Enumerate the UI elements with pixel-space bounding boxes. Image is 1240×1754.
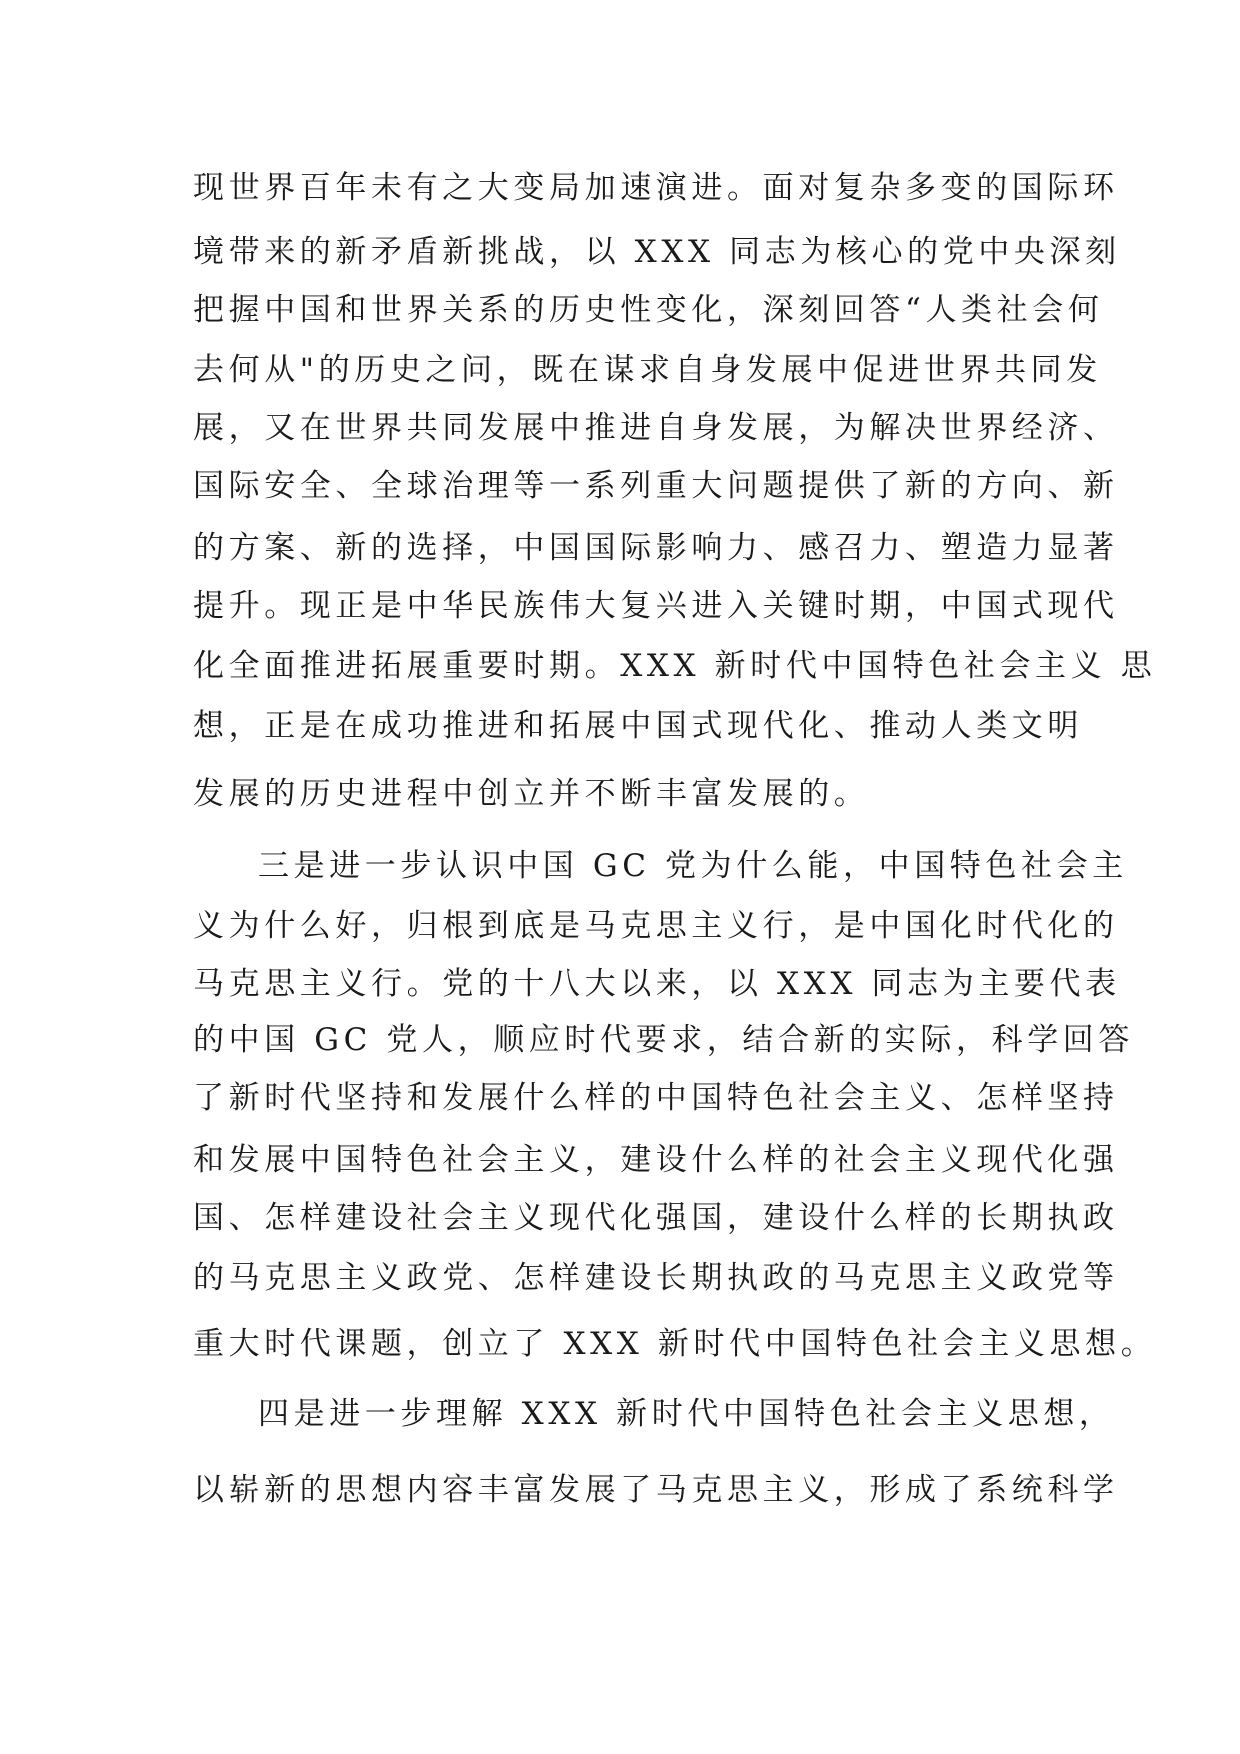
text-line-20: 重大时代课题，创立了 XXX 新时代中国特色社会主义思想。 xyxy=(193,1326,1157,1362)
text-line-8: 提升。现正是中华民族伟大复兴进入关键时期，中国式现代 xyxy=(193,588,1119,624)
text-line-7: 的方案、新的选择，中国国际影响力、感召力、塑造力显著 xyxy=(193,530,1119,566)
text-line-4: 去何从"的历史之问，既在谋求自身发展中促进世界共同发 xyxy=(193,352,1102,388)
text-line-5: 展，又在世界共同发展中推进自身发展，为解决世界经济、 xyxy=(193,410,1119,446)
text-line-10: 想，正是在成功推进和拓展中国式现代化、推动人类文明 xyxy=(193,708,1083,744)
text-line-22: 以崭新的思想内容丰富发展了马克思主义，形成了系统科学 xyxy=(193,1472,1119,1508)
text-line-11: 发展的历史进程中创立并不断丰富发展的。 xyxy=(193,776,870,812)
text-line-1: 现世界百年未有之大变局加速演进。面对复杂多变的国际环 xyxy=(193,170,1119,206)
text-line-9: 化全面推进拓展重要时期。XXX 新时代中国特色社会主义 思 xyxy=(193,648,1157,684)
text-line-2: 境带来的新矛盾新挑战，以 XXX 同志为核心的党中央深刻 xyxy=(193,234,1121,270)
text-line-15: 的中国 GC 党人，顺应时代要求，结合新的实际，科学回答 xyxy=(193,1022,1134,1058)
text-line-16: 了新时代坚持和发展什么样的中国特色社会主义、怎样坚持 xyxy=(193,1080,1119,1116)
text-line-14: 马克思主义行。党的十八大以来，以 XXX 同志为主要代表 xyxy=(193,966,1121,1002)
text-line-3: 把握中国和世界关系的历史性变化，深刻回答“人类社会何 xyxy=(193,292,1104,328)
text-line-19: 的马克思主义政党、怎样建设长期执政的马克思主义政党等 xyxy=(193,1260,1119,1296)
text-line-17: 和发展中国特色社会主义，建设什么样的社会主义现代化强 xyxy=(193,1142,1119,1178)
paragraph-4-first-line: 四是进一步理解 XXX 新时代中国特色社会主义思想， xyxy=(258,1396,1115,1432)
text-line-18: 国、怎样建设社会主义现代化强国，建设什么样的长期执政 xyxy=(193,1200,1119,1236)
paragraph-3-first-line: 三是进一步认识中国 GC 党为什么能，中国特色社会主 xyxy=(258,848,1128,884)
text-line-13: 义为什么好，归根到底是马克思主义行，是中国化时代化的 xyxy=(193,908,1119,944)
text-line-6: 国际安全、全球治理等一系列重大问题提供了新的方向、新 xyxy=(193,468,1119,504)
